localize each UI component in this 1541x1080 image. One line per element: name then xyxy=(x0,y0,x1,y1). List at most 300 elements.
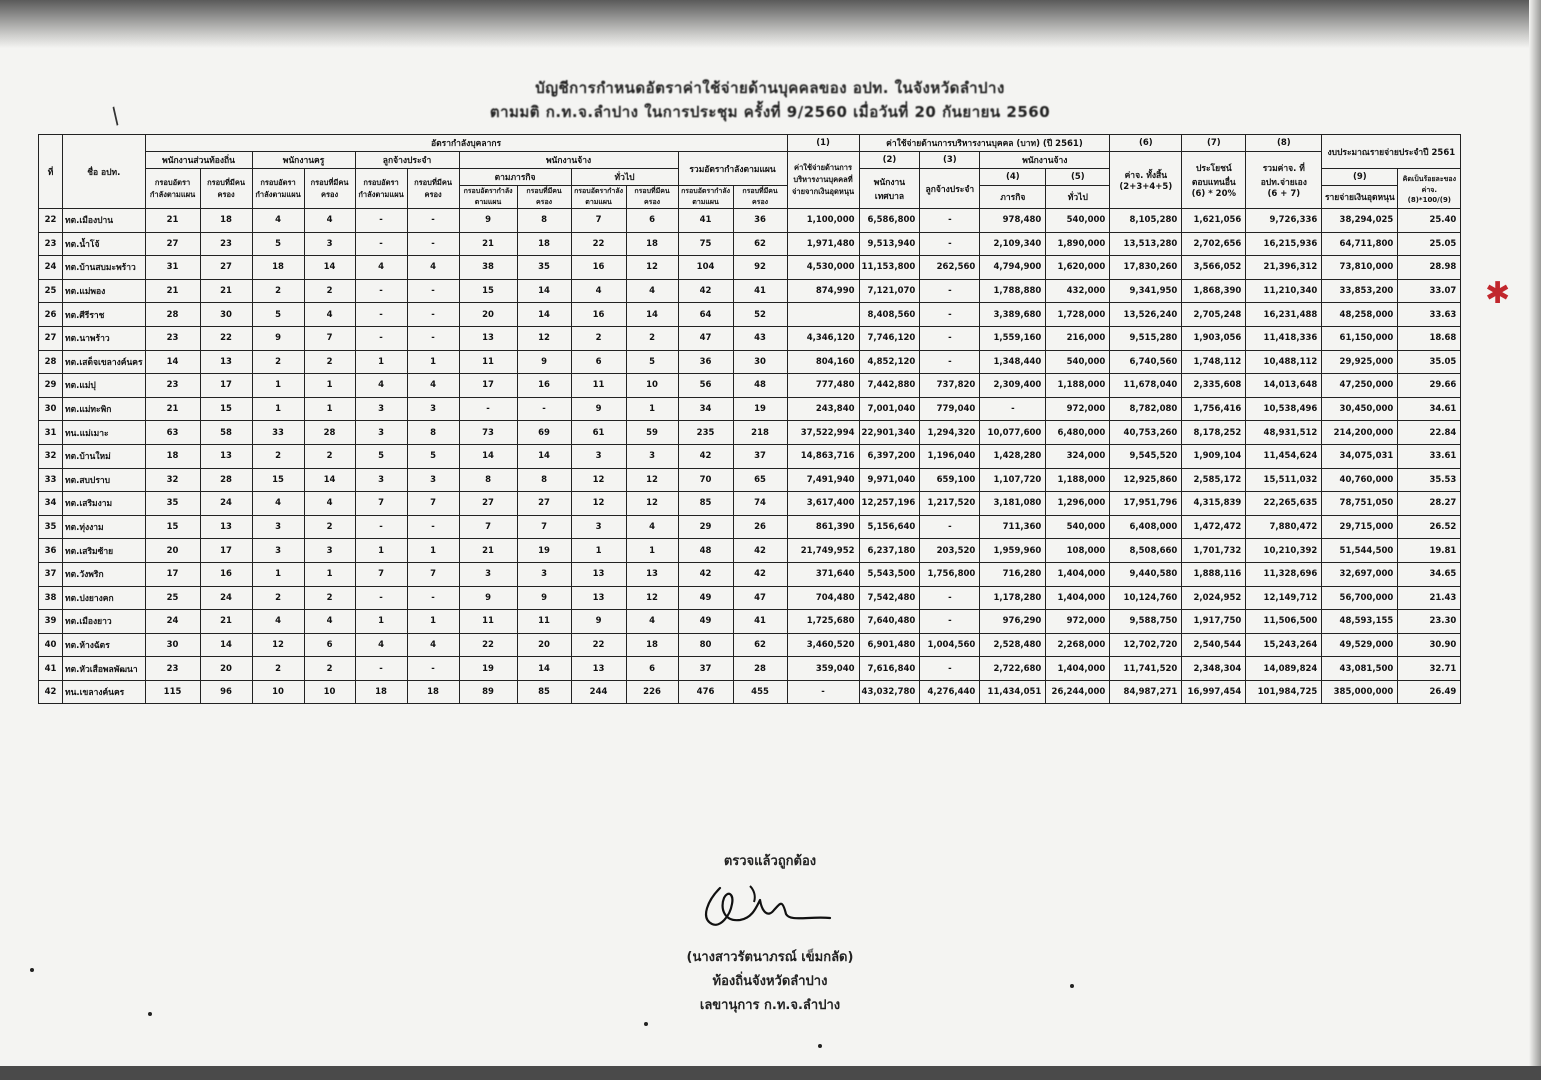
cell-c8: 10,538,496 xyxy=(1246,397,1322,421)
cell-e: 4 xyxy=(355,374,407,398)
cell-c1: 874,990 xyxy=(787,279,859,303)
cell-pct: 33.63 xyxy=(1398,303,1461,327)
cell-c6: 17,951,796 xyxy=(1110,492,1182,516)
cell-c8: 11,210,340 xyxy=(1246,279,1322,303)
cell-c8: 16,215,936 xyxy=(1246,232,1322,256)
cell-j: 4 xyxy=(626,515,678,539)
cell-h: 85 xyxy=(517,680,571,704)
cell-e: 1 xyxy=(355,610,407,634)
cell-c4: 3,181,080 xyxy=(980,492,1046,516)
cell-pct: 29.66 xyxy=(1398,374,1461,398)
cell-h: 9 xyxy=(517,586,571,610)
cell-b: 13 xyxy=(200,444,252,468)
header-col8-number: (8) xyxy=(1246,135,1322,152)
cell-k: 42 xyxy=(678,444,733,468)
cell-h: 3 xyxy=(517,562,571,586)
cell-k: 64 xyxy=(678,303,733,327)
cell-l: 41 xyxy=(733,610,787,634)
cell-g: 22 xyxy=(459,633,517,657)
cell-c7: 2,540,544 xyxy=(1182,633,1246,657)
cell-c: 9 xyxy=(252,326,304,350)
cell-c5: 1,404,000 xyxy=(1046,586,1110,610)
table-row xyxy=(39,303,1461,327)
cell-c6: 84,987,271 xyxy=(1110,680,1182,704)
cell-c8: 11,506,500 xyxy=(1246,610,1322,634)
cell-b: 22 xyxy=(200,326,252,350)
cell-c: 4 xyxy=(252,610,304,634)
cell-d: 1 xyxy=(304,562,355,586)
scan-shadow-top xyxy=(0,0,1541,48)
cell-b: 20 xyxy=(200,657,252,681)
cell-b: 28 xyxy=(200,468,252,492)
cell-c6: 10,124,760 xyxy=(1110,586,1182,610)
cell-g: 21 xyxy=(459,232,517,256)
cell-l: 65 xyxy=(733,468,787,492)
cell-c5: 1,404,000 xyxy=(1046,657,1110,681)
cell-name: ทต.ห้างฉัตร xyxy=(63,633,146,657)
cell-c5: 216,000 xyxy=(1046,326,1110,350)
header-teachers: พนักงานครู xyxy=(252,152,355,169)
speck xyxy=(818,1044,822,1048)
header-budget-group: งบประมาณรายจ่ายประจำปี 2561 xyxy=(1322,135,1461,169)
cell-c4: 1,107,720 xyxy=(980,468,1046,492)
cell-c: 2 xyxy=(252,657,304,681)
speck xyxy=(30,968,34,972)
cell-c5: 1,404,000 xyxy=(1046,562,1110,586)
cell-pct: 25.05 xyxy=(1398,232,1461,256)
table-row xyxy=(39,586,1461,610)
cell-h: 35 xyxy=(517,256,571,280)
cell-c8: 7,880,472 xyxy=(1246,515,1322,539)
cell-g: 8 xyxy=(459,468,517,492)
cell-g: 73 xyxy=(459,421,517,445)
cell-c: 18 xyxy=(252,256,304,280)
cell-c2: 7,442,880 xyxy=(859,374,920,398)
cell-e: 7 xyxy=(355,492,407,516)
cell-a: 20 xyxy=(145,539,200,563)
cell-k: 104 xyxy=(678,256,733,280)
cell-l: 218 xyxy=(733,421,787,445)
cell-d: 2 xyxy=(304,350,355,374)
cell-c2: 7,616,840 xyxy=(859,657,920,681)
cell-l: 455 xyxy=(733,680,787,704)
cell-l: 36 xyxy=(733,209,787,233)
cell-f: 4 xyxy=(407,633,459,657)
cell-f: 3 xyxy=(407,468,459,492)
cell-h: 19 xyxy=(517,539,571,563)
cell-c7: 1,903,056 xyxy=(1182,326,1246,350)
cell-c9: 38,294,025 xyxy=(1322,209,1398,233)
cell-a: 24 xyxy=(145,610,200,634)
cell-h: 8 xyxy=(517,209,571,233)
cell-a: 15 xyxy=(145,515,200,539)
cell-no: 22 xyxy=(39,209,63,233)
cell-j: 6 xyxy=(626,657,678,681)
cell-c9: 48,258,000 xyxy=(1322,303,1398,327)
cell-c8: 14,013,648 xyxy=(1246,374,1322,398)
cell-e: 18 xyxy=(355,680,407,704)
table-row xyxy=(39,680,1461,704)
cell-c9: 64,711,800 xyxy=(1322,232,1398,256)
cell-c2: 43,032,780 xyxy=(859,680,920,704)
cell-c4: 1,428,280 xyxy=(980,444,1046,468)
cell-c9: 29,925,000 xyxy=(1322,350,1398,374)
cell-e: - xyxy=(355,303,407,327)
cell-pct: 25.40 xyxy=(1398,209,1461,233)
cell-pct: 21.43 xyxy=(1398,586,1461,610)
cell-h: 8 xyxy=(517,468,571,492)
cell-a: 35 xyxy=(145,492,200,516)
cell-j: 12 xyxy=(626,256,678,280)
cell-h: 18 xyxy=(517,232,571,256)
cell-k: 49 xyxy=(678,586,733,610)
cell-c6: 11,678,040 xyxy=(1110,374,1182,398)
cell-j: 4 xyxy=(626,610,678,634)
cell-pct: 28.27 xyxy=(1398,492,1461,516)
cell-c3: - xyxy=(920,350,980,374)
cell-e: 1 xyxy=(355,350,407,374)
cell-i: 1 xyxy=(571,539,626,563)
cell-h: 14 xyxy=(517,444,571,468)
cell-a: 30 xyxy=(145,633,200,657)
cell-c7: 2,335,608 xyxy=(1182,374,1246,398)
cell-no: 34 xyxy=(39,492,63,516)
cell-c4: 2,309,400 xyxy=(980,374,1046,398)
cell-c9: 34,075,031 xyxy=(1322,444,1398,468)
cell-c7: 1,909,104 xyxy=(1182,444,1246,468)
cell-pct: 22.84 xyxy=(1398,421,1461,445)
cell-d: 4 xyxy=(304,303,355,327)
cell-no: 30 xyxy=(39,397,63,421)
cell-c4: 11,434,051 xyxy=(980,680,1046,704)
cell-c3: - xyxy=(920,326,980,350)
cell-c3: 1,294,320 xyxy=(920,421,980,445)
cell-i: 9 xyxy=(571,610,626,634)
cell-c5: 540,000 xyxy=(1046,209,1110,233)
cell-c1: 3,617,400 xyxy=(787,492,859,516)
cell-i: 2 xyxy=(571,326,626,350)
header-total-rate: รวมอัตรากำลังตามแผน xyxy=(678,152,787,186)
cell-a: 25 xyxy=(145,586,200,610)
cell-c7: 8,178,252 xyxy=(1182,421,1246,445)
signer-position: ท้องถิ่นจังหวัดลำปาง xyxy=(712,974,828,989)
cell-e: - xyxy=(355,279,407,303)
cell-l: 62 xyxy=(733,232,787,256)
cell-name: ทน.เขลางค์นคร xyxy=(63,680,146,704)
table-row xyxy=(39,256,1461,280)
cell-c4: 978,480 xyxy=(980,209,1046,233)
cell-a: 17 xyxy=(145,562,200,586)
cell-c: 2 xyxy=(252,350,304,374)
cell-g: - xyxy=(459,397,517,421)
cell-b: 17 xyxy=(200,539,252,563)
cell-no: 36 xyxy=(39,539,63,563)
cell-pct: 35.53 xyxy=(1398,468,1461,492)
cell-j: 59 xyxy=(626,421,678,445)
cell-name: ทต.บ้านใหม่ xyxy=(63,444,146,468)
cell-c3: 659,100 xyxy=(920,468,980,492)
cell-f: - xyxy=(407,209,459,233)
cell-c: 2 xyxy=(252,444,304,468)
cell-h: 14 xyxy=(517,657,571,681)
cell-name: ทต.แม่ปุ xyxy=(63,374,146,398)
cell-f: - xyxy=(407,515,459,539)
cell-i: 61 xyxy=(571,421,626,445)
cell-i: 6 xyxy=(571,350,626,374)
cell-b: 21 xyxy=(200,610,252,634)
cell-c6: 6,740,560 xyxy=(1110,350,1182,374)
cell-pct: 23.30 xyxy=(1398,610,1461,634)
cell-c4: 10,077,600 xyxy=(980,421,1046,445)
table-row xyxy=(39,350,1461,374)
cell-c7: 3,566,052 xyxy=(1182,256,1246,280)
cell-h: 11 xyxy=(517,610,571,634)
table-row xyxy=(39,232,1461,256)
cell-c3: 1,004,560 xyxy=(920,633,980,657)
cell-c5: 540,000 xyxy=(1046,515,1110,539)
cell-c8: 14,089,824 xyxy=(1246,657,1322,681)
cell-c: 2 xyxy=(252,279,304,303)
cell-c3: - xyxy=(920,303,980,327)
cell-g: 7 xyxy=(459,515,517,539)
cell-no: 28 xyxy=(39,350,63,374)
cell-pct: 35.05 xyxy=(1398,350,1461,374)
table-row xyxy=(39,610,1461,634)
cell-k: 49 xyxy=(678,610,733,634)
cell-c3: 262,560 xyxy=(920,256,980,280)
cell-e: 5 xyxy=(355,444,407,468)
personnel-expense-table xyxy=(38,134,1461,704)
cell-c2: 6,397,200 xyxy=(859,444,920,468)
table-row xyxy=(39,326,1461,350)
cell-g: 89 xyxy=(459,680,517,704)
cell-c7: 1,888,116 xyxy=(1182,562,1246,586)
cell-c9: 56,700,000 xyxy=(1322,586,1398,610)
header-col1-label: ค่าใช้จ่ายด้านการบริหารงานบุคคลที่จ่ายจากเงินอุดหนุน xyxy=(787,152,859,209)
cell-c1: - xyxy=(787,680,859,704)
header-filled: กรอบที่มีคนครอง xyxy=(733,186,787,209)
header-col7-label: ประโยชน์ตอบแทนอื่น (6) * 20% xyxy=(1182,152,1246,209)
cell-e: 4 xyxy=(355,256,407,280)
cell-g: 27 xyxy=(459,492,517,516)
cell-c: 1 xyxy=(252,562,304,586)
cell-c6: 9,588,750 xyxy=(1110,610,1182,634)
table-row xyxy=(39,468,1461,492)
cell-f: 5 xyxy=(407,444,459,468)
cell-c8: 22,265,635 xyxy=(1246,492,1322,516)
cell-c6: 8,508,660 xyxy=(1110,539,1182,563)
header-filled: กรอบที่มีคนครอง xyxy=(626,186,678,209)
cell-c9: 61,150,000 xyxy=(1322,326,1398,350)
cell-c: 33 xyxy=(252,421,304,445)
cell-name: ทต.เสริมซ้าย xyxy=(63,539,146,563)
cell-a: 21 xyxy=(145,397,200,421)
cell-c6: 12,925,860 xyxy=(1110,468,1182,492)
cell-c3: - xyxy=(920,657,980,681)
header-employees: พนักงานจ้าง xyxy=(459,152,678,169)
cell-k: 37 xyxy=(678,657,733,681)
header-col3-label: ลูกจ้างประจำ xyxy=(920,169,980,209)
cell-g: 9 xyxy=(459,586,517,610)
cell-i: 13 xyxy=(571,586,626,610)
cell-c3: - xyxy=(920,515,980,539)
cell-no: 27 xyxy=(39,326,63,350)
cell-d: 4 xyxy=(304,610,355,634)
cell-g: 20 xyxy=(459,303,517,327)
header-col8-label: รวมค่าจ. ที่ อปท.จ่ายเอง (6 + 7) xyxy=(1246,152,1322,209)
cell-a: 23 xyxy=(145,326,200,350)
cell-name: ทต.ปงยางคก xyxy=(63,586,146,610)
cell-a: 28 xyxy=(145,303,200,327)
cell-c: 3 xyxy=(252,539,304,563)
cell-c5: 972,000 xyxy=(1046,397,1110,421)
cell-d: 3 xyxy=(304,539,355,563)
cell-i: 16 xyxy=(571,256,626,280)
cell-c7: 16,997,454 xyxy=(1182,680,1246,704)
cell-l: 41 xyxy=(733,279,787,303)
cell-c3: - xyxy=(920,279,980,303)
cell-d: 14 xyxy=(304,256,355,280)
cell-c2: 6,237,180 xyxy=(859,539,920,563)
cell-c4: 711,360 xyxy=(980,515,1046,539)
cell-c9: 30,450,000 xyxy=(1322,397,1398,421)
cell-c4: - xyxy=(980,397,1046,421)
cell-c: 12 xyxy=(252,633,304,657)
cell-j: 2 xyxy=(626,326,678,350)
cell-a: 23 xyxy=(145,657,200,681)
speck xyxy=(644,1022,648,1026)
cell-no: 40 xyxy=(39,633,63,657)
cell-h: - xyxy=(517,397,571,421)
cell-f: - xyxy=(407,232,459,256)
cell-pct: 30.90 xyxy=(1398,633,1461,657)
cell-c9: 49,529,000 xyxy=(1322,633,1398,657)
cell-l: 52 xyxy=(733,303,787,327)
cell-b: 58 xyxy=(200,421,252,445)
cell-a: 63 xyxy=(145,421,200,445)
scan-shadow-right xyxy=(1529,0,1541,1080)
table-row xyxy=(39,209,1461,233)
cell-g: 13 xyxy=(459,326,517,350)
header-personnel-rate: อัตรากำลังบุคลากร xyxy=(145,135,787,152)
cell-l: 30 xyxy=(733,350,787,374)
cell-k: 42 xyxy=(678,562,733,586)
cell-c6: 12,702,720 xyxy=(1110,633,1182,657)
cell-name: ทต.แม่ทะพิก xyxy=(63,397,146,421)
header-frame: กรอบอัตรากำลังตามแผน xyxy=(252,169,304,209)
cell-f: 7 xyxy=(407,492,459,516)
cell-c4: 3,389,680 xyxy=(980,303,1046,327)
cell-k: 476 xyxy=(678,680,733,704)
cell-d: 4 xyxy=(304,209,355,233)
cell-d: 2 xyxy=(304,515,355,539)
cell-c9: 32,697,000 xyxy=(1322,562,1398,586)
cell-c3: 1,196,040 xyxy=(920,444,980,468)
cell-c9: 43,081,500 xyxy=(1322,657,1398,681)
cell-c2: 6,901,480 xyxy=(859,633,920,657)
cell-name: ทต.เมืองปาน xyxy=(63,209,146,233)
header-row-1 xyxy=(39,135,1461,152)
cell-l: 42 xyxy=(733,562,787,586)
cell-no: 37 xyxy=(39,562,63,586)
cell-j: 18 xyxy=(626,633,678,657)
cell-c2: 7,746,120 xyxy=(859,326,920,350)
cell-c9: 78,751,050 xyxy=(1322,492,1398,516)
cell-c1: 21,749,952 xyxy=(787,539,859,563)
header-col3-number: (3) xyxy=(920,152,980,169)
cell-name: ทต.เสด็จเขลางค์นคร xyxy=(63,350,146,374)
cell-k: 36 xyxy=(678,350,733,374)
cell-l: 43 xyxy=(733,326,787,350)
cell-k: 42 xyxy=(678,279,733,303)
cell-e: - xyxy=(355,232,407,256)
cell-f: - xyxy=(407,303,459,327)
signer-name: (นางสาวรัตนาภรณ์ เข็มกลัด) xyxy=(686,950,854,965)
cell-k: 235 xyxy=(678,421,733,445)
cell-b: 17 xyxy=(200,374,252,398)
cell-pct: 26.52 xyxy=(1398,515,1461,539)
cell-c8: 9,726,336 xyxy=(1246,209,1322,233)
header-employee-group: พนักงานจ้าง xyxy=(980,152,1110,169)
cell-c1: 243,840 xyxy=(787,397,859,421)
cell-c6: 40,753,260 xyxy=(1110,421,1182,445)
cell-l: 48 xyxy=(733,374,787,398)
cell-i: 4 xyxy=(571,279,626,303)
cell-e: - xyxy=(355,586,407,610)
cell-d: 3 xyxy=(304,232,355,256)
cell-c6: 11,741,520 xyxy=(1110,657,1182,681)
cell-g: 11 xyxy=(459,350,517,374)
cell-c1: 861,390 xyxy=(787,515,859,539)
cell-c9: 73,810,000 xyxy=(1322,256,1398,280)
cell-c: 1 xyxy=(252,397,304,421)
cell-j: 12 xyxy=(626,468,678,492)
cell-l: 74 xyxy=(733,492,787,516)
cell-l: 62 xyxy=(733,633,787,657)
cell-c4: 1,348,440 xyxy=(980,350,1046,374)
cell-d: 14 xyxy=(304,468,355,492)
cell-b: 96 xyxy=(200,680,252,704)
speck xyxy=(1070,984,1074,988)
cell-no: 39 xyxy=(39,610,63,634)
cell-k: 80 xyxy=(678,633,733,657)
cell-d: 2 xyxy=(304,657,355,681)
table-row xyxy=(39,374,1461,398)
header-col4-label: ภารกิจ xyxy=(980,186,1046,209)
cell-a: 31 xyxy=(145,256,200,280)
cell-c5: 2,268,000 xyxy=(1046,633,1110,657)
signature-block xyxy=(560,850,980,1018)
cell-c8: 16,231,488 xyxy=(1246,303,1322,327)
cell-c3: 203,520 xyxy=(920,539,980,563)
cell-c: 4 xyxy=(252,492,304,516)
table-row xyxy=(39,657,1461,681)
cell-b: 18 xyxy=(200,209,252,233)
cell-d: 1 xyxy=(304,374,355,398)
header-col9-label: รายจ่ายเงินอุดหนุน xyxy=(1322,186,1398,209)
cell-h: 9 xyxy=(517,350,571,374)
cell-no: 23 xyxy=(39,232,63,256)
cell-i: 13 xyxy=(571,562,626,586)
header-frame: กรอบอัตรากำลังตามแผน xyxy=(355,169,407,209)
cell-c2: 6,586,800 xyxy=(859,209,920,233)
cell-c8: 48,931,512 xyxy=(1246,421,1322,445)
cell-b: 15 xyxy=(200,397,252,421)
header-no: ที่ xyxy=(39,135,63,209)
header-col6-number: (6) xyxy=(1110,135,1182,152)
cell-c1: 359,040 xyxy=(787,657,859,681)
cell-c9: 385,000,000 xyxy=(1322,680,1398,704)
